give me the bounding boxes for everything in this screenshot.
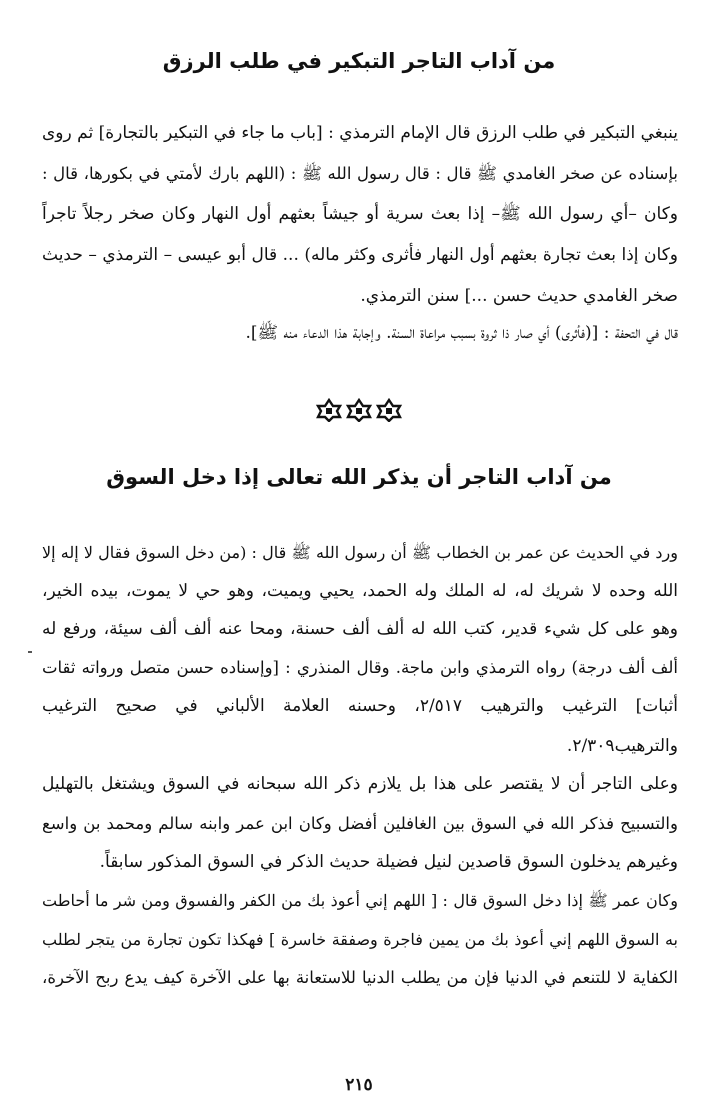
paragraph-line: وهو على كل شيء قدير، كتب الله له ألف ألف حسنة، ومحا عنه ألف ألف سيئة، ورفع له xyxy=(42,619,678,639)
paragraph-line: ورد في الحديث عن عمر بن الخطاب ﷺ أن رسول الله ﷺ قال : (من دخل السوق فقال لا إله إلا xyxy=(42,543,679,562)
page-number: ٢١٥ xyxy=(345,1075,373,1095)
paragraph-line: وكان إذا بعث تجارة بعثهم أول النهار فأثرى وكثر ماله) ... قال أبو عيسى – الترمذي – حديث xyxy=(42,245,678,265)
paragraph-line: الكفاية لا للتنعم في الدنيا فإن من يطلب الدنيا للاستعانة بها على الآخرة كيف يدع ربح الآخرة، xyxy=(42,968,678,987)
section-heading-market-remembrance: من آداب التاجر أن يذكر الله تعالى إذا دخل السوق xyxy=(106,465,612,489)
paragraph-line: قال في التحفة : [(فأثرى) أي صار ذا ثروة بسبب مراعاة السنة. وإجابة هذا الدعاء منه ﷺ]. xyxy=(245,323,678,343)
paragraph-line: الله وحده لا شريك له، له الملك وله الحمد، يحيي ويميت، وهو حي لا يموت، بيده الخير، xyxy=(42,581,678,601)
paragraph-line: والترهيب٢/٣٠٩. xyxy=(566,736,678,756)
section-divider-ornament-icon xyxy=(0,398,718,422)
section-heading-early-rising: من آداب التاجر التبكير في طلب الرزق xyxy=(162,49,556,73)
paragraph-line: صخر الغامدي حديث حسن ...] سنن الترمذي. xyxy=(360,286,678,306)
paragraph-line: والتسبيح فذكر الله في السوق بين الغافلين أفضل وكان ابن عمر وابنه سالم ومحمد بن واسع xyxy=(42,814,678,833)
paragraph-line: به السوق اللهم إني أعوذ بك من يمين فاجرة وصفقة خاسرة ] فهكذا تكون تجارة من يتجر لطلب xyxy=(42,930,678,949)
paragraph-line: وعلى التاجر أن لا يقتصر على هذا بل يلازم ذكر الله سبحانه في السوق ويشتغل بالتهليل xyxy=(42,774,678,794)
paragraph-line: وكان –أي رسول الله ﷺ– إذا بعث سرية أو جيشاً بعثهم أول النهار وكان صخر رجلاً تاجراً xyxy=(42,204,678,224)
paragraph-line: بإسناده عن صخر الغامدي ﷺ قال : قال رسول الله ﷺ : (اللهم بارك لأمتي في بكورها، قال : xyxy=(42,164,678,183)
paragraph-line: وكان عمر ﷺ إذا دخل السوق قال : [ اللهم إني أعوذ بك من الكفر والفسوق ومن شر ما أحاطت xyxy=(42,891,678,910)
paragraph-line: وغيرهم يدخلون السوق قاصدين لنيل فضيلة حديث الذكر في السوق المذكور سابقاً. xyxy=(99,852,678,872)
scan-speck xyxy=(28,651,32,653)
paragraph-line: ألف ألف درجة) رواه الترمذي وابن ماجة. وقال المنذري : [وإسناده حسن متصل ورواته ثقات xyxy=(42,658,678,677)
paragraph-line: أثبات] الترغيب والترهيب ٢/٥١٧، وحسنه العلامة الألباني في صحيح الترغيب xyxy=(42,696,679,716)
paragraph-line: ينبغي التبكير في طلب الرزق قال الإمام الترمذي : [باب ما جاء في التبكير بالتجارة] ثم روى xyxy=(42,123,678,143)
